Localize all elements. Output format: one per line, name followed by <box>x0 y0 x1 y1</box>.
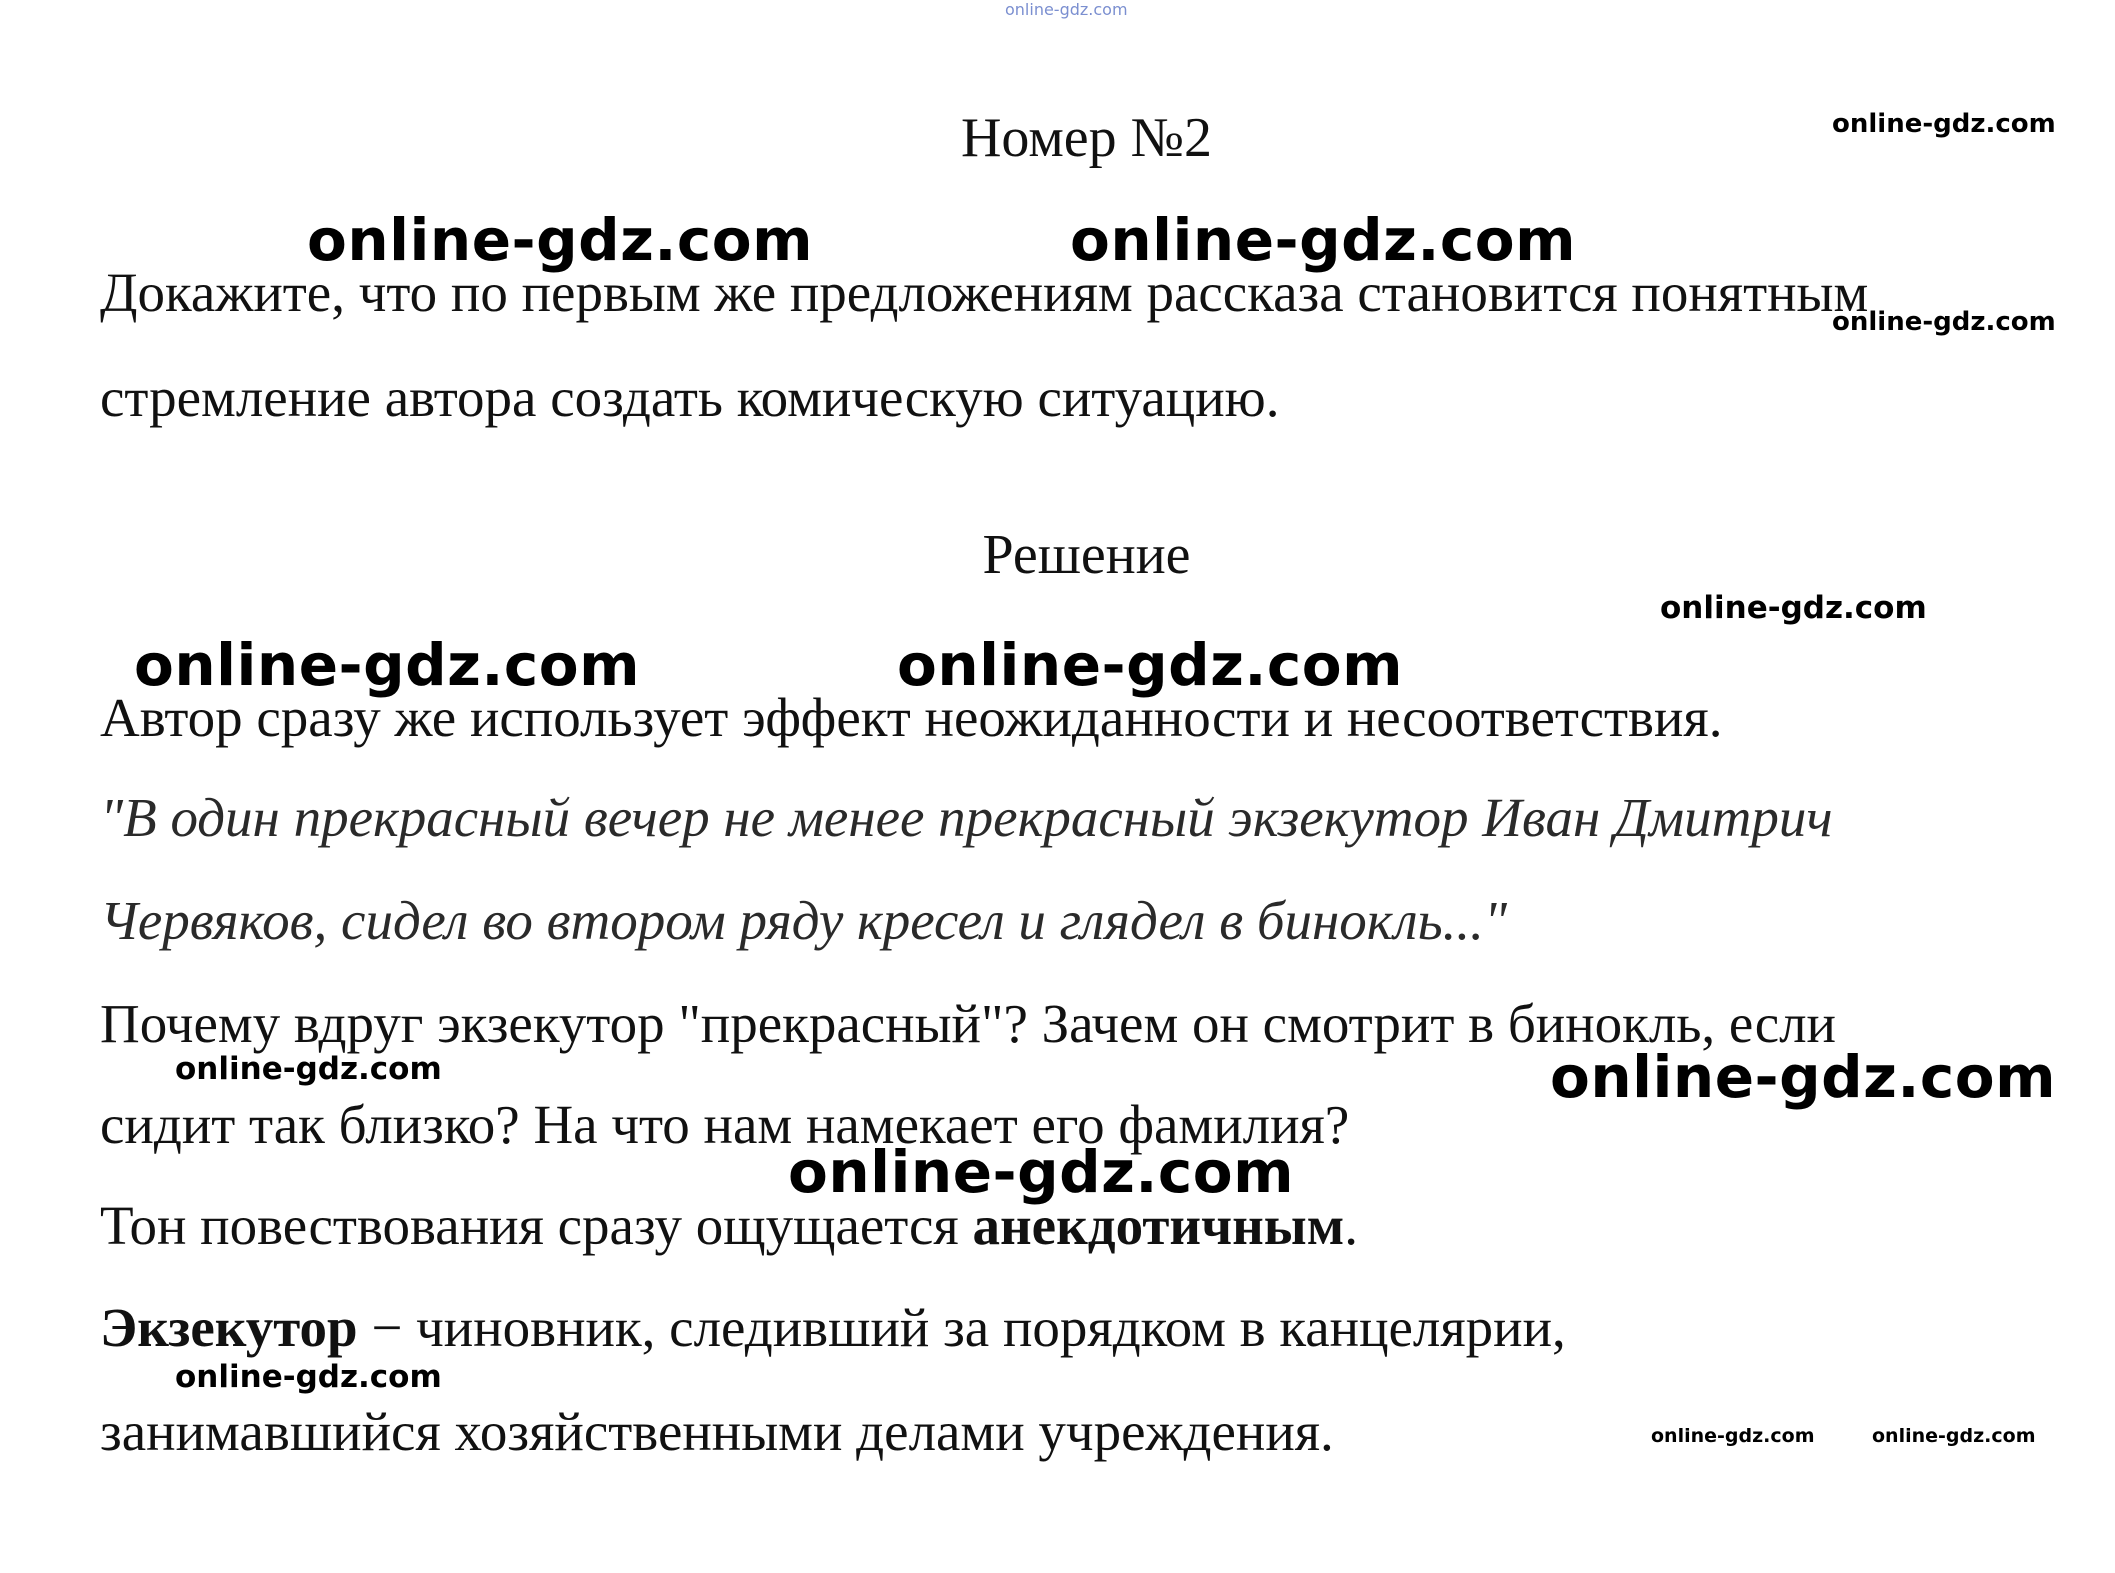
question-line-2: сидит так близко? На что нам намекает его фамилия? <box>100 1094 1350 1155</box>
watermark: online-gdz.com <box>134 631 641 699</box>
question-line-1: Почему вдруг экзекутор "прекрасный"? Зачем он смотрит в бинокль, если <box>100 993 1836 1054</box>
term-line-2: занимавшийся хозяйственными делами учреждения. <box>100 1401 1334 1462</box>
page-title: Номер №2 <box>960 107 1213 169</box>
watermark: online-gdz.com <box>1872 1425 2036 1447</box>
term-definition-1: − чиновник, следивший за порядком в канцелярии, <box>357 1297 1566 1358</box>
top-watermark: online-gdz.com <box>1005 0 1128 19</box>
solution-paragraph: Автор сразу же использует эффект неожиданности и несоответствия. <box>100 687 1723 748</box>
term-line-1 <box>100 1297 1566 1358</box>
tone-line <box>100 1195 1358 1256</box>
term-bold-word: Экзекутор <box>100 1297 358 1358</box>
watermark: online-gdz.com <box>175 1051 442 1087</box>
watermark: online-gdz.com <box>1651 1425 1815 1447</box>
tone-end: . <box>1344 1195 1358 1256</box>
watermark: online-gdz.com <box>307 206 814 274</box>
watermark: online-gdz.com <box>175 1359 442 1395</box>
watermark: online-gdz.com <box>1660 590 1927 626</box>
watermark: online-gdz.com <box>1832 307 2056 337</box>
task-line-2: стремление автора создать комическую ситуацию. <box>100 367 1280 428</box>
quote-line-2: Червяков, сидел во втором ряду кресел и глядел в бинокль..." <box>100 890 1507 951</box>
watermark: online-gdz.com <box>788 1138 1295 1206</box>
quote-line-1: "В один прекрасный вечер не менее прекрасный экзекутор Иван Дмитрич <box>100 787 1833 848</box>
watermark: online-gdz.com <box>1832 109 2056 139</box>
task-line-1: Докажите, что по первым же предложениям рассказа становится понятным <box>100 262 1869 323</box>
watermark: online-gdz.com <box>897 631 1404 699</box>
solution-heading: Решение <box>982 524 1191 586</box>
tone-bold-word: анекдотичным <box>972 1195 1345 1256</box>
tone-text: Тон повествования сразу ощущается <box>100 1195 973 1256</box>
watermark: online-gdz.com <box>1550 1043 2057 1111</box>
watermark: online-gdz.com <box>1070 206 1577 274</box>
